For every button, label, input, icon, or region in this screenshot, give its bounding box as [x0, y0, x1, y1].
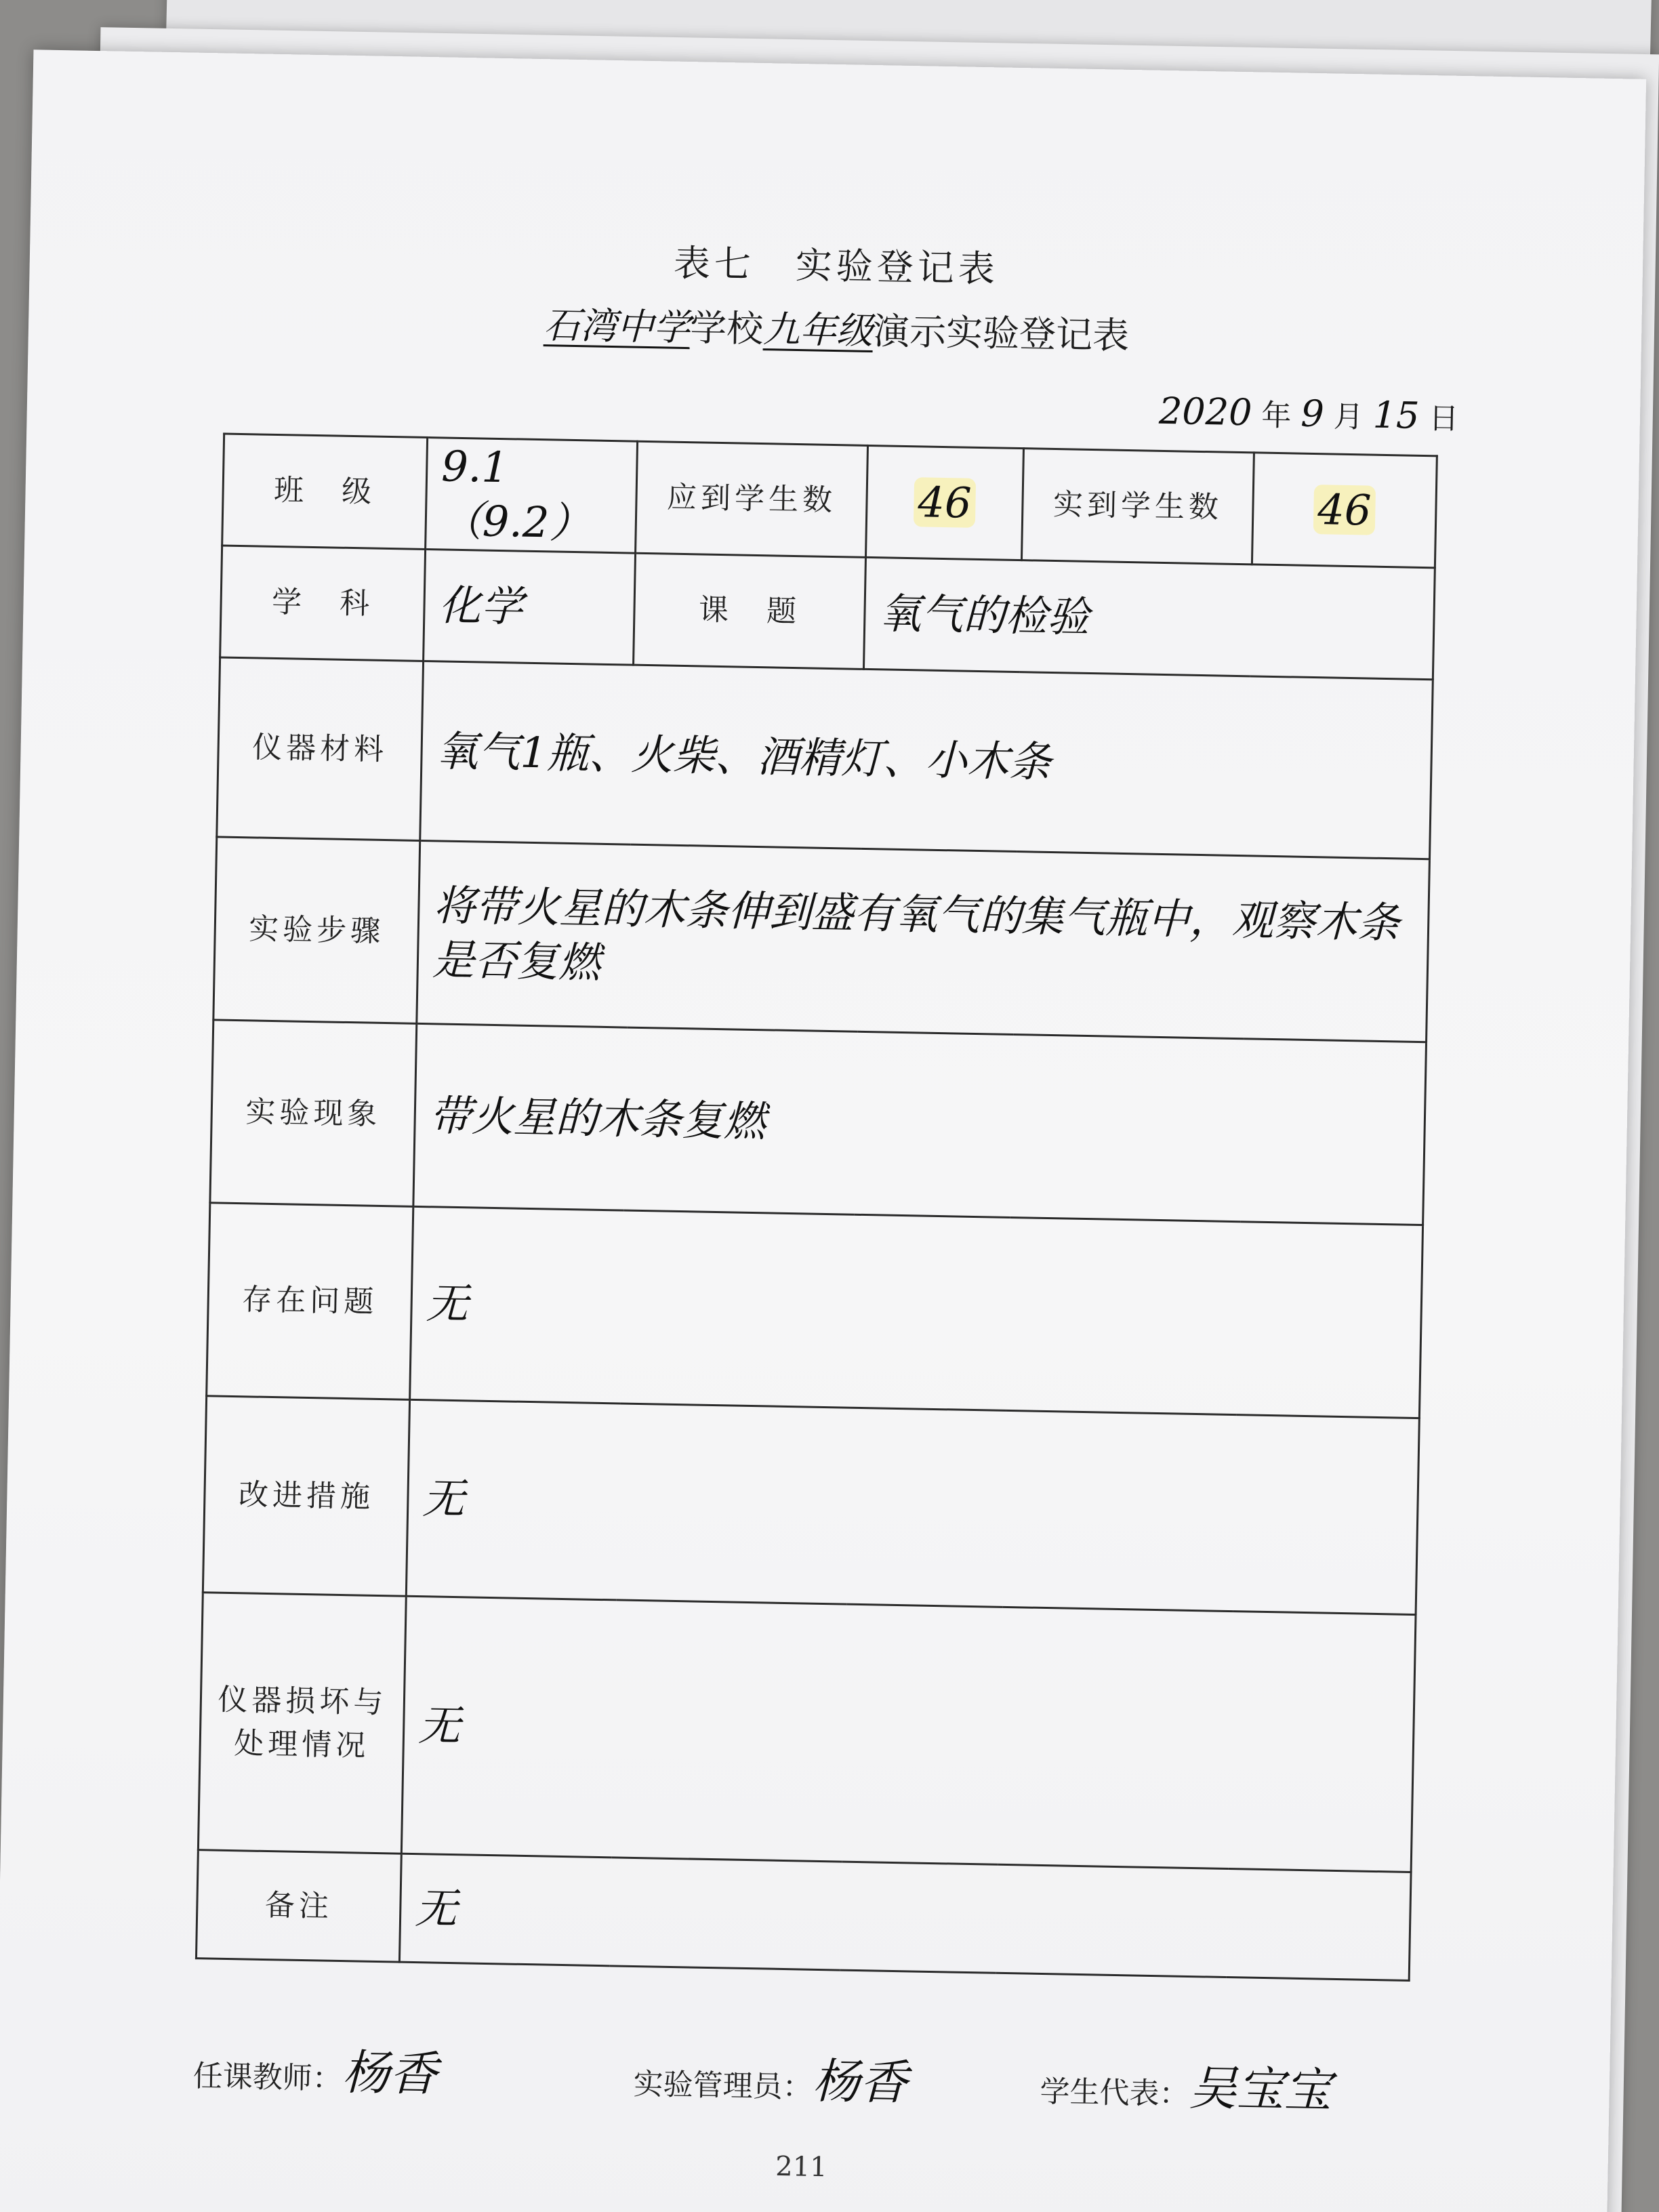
expected-students-cell	[865, 445, 1023, 560]
notes-value: 无	[399, 1853, 1411, 1980]
school-name: 石湾中学	[543, 304, 691, 350]
row-damage	[198, 1593, 1416, 1872]
row-materials	[217, 657, 1433, 859]
school-suffix: 学校	[689, 306, 764, 351]
form-title: 表七 实验登记表	[673, 241, 1000, 291]
steps-label: 实验步骤	[213, 837, 420, 1023]
class-label: 班 级	[222, 434, 428, 549]
date-day: 15	[1372, 393, 1420, 437]
signature-footer	[192, 2018, 1407, 2129]
student-label: 学生代表：	[1040, 2074, 1189, 2112]
row-subject	[220, 546, 1435, 680]
damage-label: 仪器损坏与处理情况	[198, 1593, 406, 1853]
teacher-value: 杨香	[342, 2045, 438, 2102]
row-class	[222, 434, 1437, 568]
actual-students-label: 实到学生数	[1021, 449, 1254, 565]
date-line	[1158, 389, 1459, 438]
actual-students-value: 46	[1313, 485, 1376, 535]
notes-label: 备注	[196, 1850, 401, 1962]
row-problems	[207, 1203, 1423, 1418]
topic-label: 课 题	[634, 553, 866, 669]
registration-table	[195, 432, 1438, 1981]
materials-value: 氧气1瓶、火柴、酒精灯、小木条	[420, 661, 1433, 859]
actual-students-cell	[1252, 453, 1437, 568]
grade: 九年级	[762, 308, 874, 353]
date-year-unit: 年	[1261, 398, 1292, 434]
date-year: 2020	[1158, 389, 1253, 434]
admin-label: 实验管理员：	[633, 2067, 813, 2105]
steps-value: 将带火星的木条伸到盛有氧气的集气瓶中，观察木条是否复燃	[417, 840, 1430, 1042]
admin-value: 杨香	[812, 2053, 908, 2111]
page-number: 211	[775, 2150, 828, 2184]
admin-signature	[633, 2040, 908, 2113]
problems-value: 无	[410, 1206, 1423, 1418]
registration-form-page	[0, 49, 1646, 2212]
teacher-signature	[192, 2032, 438, 2105]
phenomenon-value: 带火星的木条复燃	[413, 1023, 1427, 1225]
date-month-unit: 月	[1333, 399, 1364, 435]
phenomenon-label: 实验现象	[210, 1020, 417, 1206]
subject-value: 化学	[424, 549, 636, 665]
form-name: 演示实验登记表	[872, 310, 1130, 357]
expected-students-label: 应到学生数	[636, 441, 868, 557]
student-signature	[1040, 2047, 1332, 2121]
problems-label: 存在问题	[207, 1203, 413, 1399]
form-subtitle	[544, 296, 1130, 359]
damage-value: 无	[401, 1596, 1416, 1872]
expected-students-value: 46	[914, 477, 976, 528]
date-day-unit: 日	[1428, 401, 1459, 436]
topic-value: 氧气的检验	[863, 557, 1435, 679]
row-improvements	[203, 1396, 1419, 1615]
improvements-value: 无	[406, 1399, 1419, 1614]
date-month: 9	[1300, 392, 1325, 436]
teacher-label: 任课教师：	[192, 2059, 343, 2097]
class-value: 9.1（9.2）	[426, 438, 638, 554]
row-phenomenon	[210, 1020, 1427, 1225]
improvements-label: 改进措施	[203, 1396, 409, 1596]
subject-label: 学 科	[220, 546, 426, 661]
student-value: 吴宝宝	[1188, 2060, 1332, 2118]
row-notes	[196, 1850, 1411, 1981]
materials-label: 仪器材料	[217, 657, 424, 840]
row-steps	[213, 837, 1430, 1042]
